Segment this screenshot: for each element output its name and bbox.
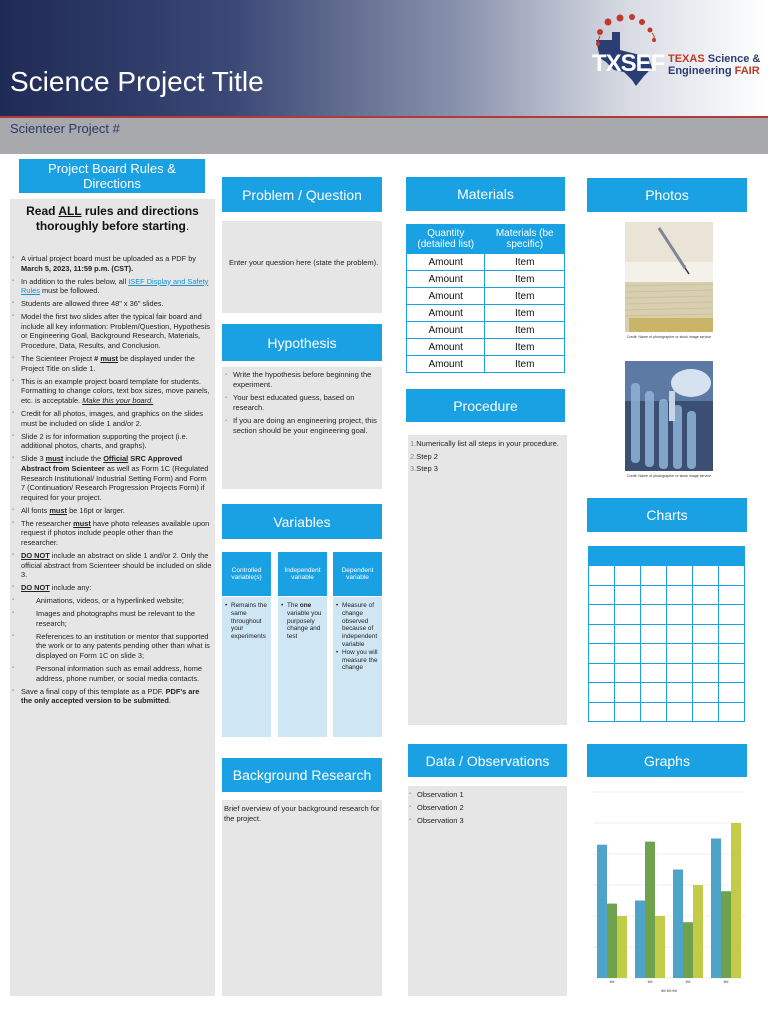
- problem-heading[interactable]: Problem / Question: [222, 177, 382, 212]
- bar-1-2[interactable]: [655, 916, 665, 978]
- table-row: [589, 644, 745, 663]
- chart-cell[interactable]: [589, 605, 615, 624]
- table-row: [589, 663, 745, 682]
- dependent-variable-heading[interactable]: Dependent variable: [333, 552, 382, 596]
- item-cell[interactable]: Item: [485, 288, 565, 305]
- observation-list[interactable]: [408, 788, 564, 827]
- lead-text-1: Read: [26, 204, 59, 218]
- bar-2-2[interactable]: [693, 885, 703, 978]
- rule-item: ▪ In addition to the rules below, all ISEF Display and Safety Rules must be followed.: [12, 277, 212, 296]
- chart-cell[interactable]: [667, 585, 693, 604]
- chart-cell[interactable]: [667, 605, 693, 624]
- chart-cell[interactable]: [693, 547, 719, 566]
- x-tick-label: ttttt: [723, 980, 729, 984]
- rule-item: ▪ Save a final copy of this template as a PDF. PDF's are the only accepted version to be submitted.: [12, 687, 212, 706]
- bar-3-0[interactable]: [711, 839, 721, 979]
- rule-item: ▪ Students are allowed three 48" x 36" slides.: [12, 299, 212, 309]
- item-cell[interactable]: Item: [485, 322, 565, 339]
- isef-rules-link[interactable]: ISEF Display and Safety Rules: [21, 276, 209, 296]
- amount-cell[interactable]: Amount: [407, 288, 485, 305]
- table-row: [407, 322, 565, 339]
- chart-cell[interactable]: [719, 547, 745, 566]
- controlled-variable-text[interactable]: [224, 602, 270, 641]
- background-heading[interactable]: Background Research: [222, 758, 382, 792]
- chart-cell[interactable]: [693, 566, 719, 585]
- chart-cell[interactable]: [641, 702, 667, 722]
- chart-cell[interactable]: [589, 644, 615, 663]
- chart-cell[interactable]: [615, 605, 641, 624]
- rule-item: ▪ This is an example project board template for students. Formatting to change colors, text box sizes, move panels, etc. is acceptable. Make this your board.: [12, 377, 212, 406]
- chart-cell[interactable]: [719, 605, 745, 624]
- chart-cell[interactable]: [641, 585, 667, 604]
- chart-cell[interactable]: [641, 566, 667, 585]
- legend-label: ttttt ttttt ttttt: [660, 989, 678, 993]
- chart-cell[interactable]: [615, 663, 641, 682]
- amount-cell[interactable]: Amount: [407, 322, 485, 339]
- chart-cell[interactable]: [615, 702, 641, 722]
- x-tick-label: ttttt: [647, 980, 653, 984]
- item-cell[interactable]: Item: [485, 339, 565, 356]
- chart-cell[interactable]: [615, 585, 641, 604]
- chart-cell[interactable]: [719, 644, 745, 663]
- bar-0-2[interactable]: [617, 916, 627, 978]
- rules-heading[interactable]: Project Board Rules & Directions: [19, 159, 205, 193]
- charts-heading[interactable]: Charts: [587, 498, 747, 532]
- amount-cell[interactable]: Amount: [407, 339, 485, 356]
- photo-credit-1: Credit: Name of photographer or stock image service: [626, 335, 712, 339]
- rule-item: ▪ The researcher must have photo releases available upon request if photos include people other than the researcher.: [12, 519, 212, 548]
- hypothesis-item: ▪ If you are doing an engineering project, this section should be your engineering goal.: [224, 416, 380, 436]
- observation-item: ▪ Observation 3: [408, 814, 564, 827]
- rule-item: ▪ Credit for all photos, images, and graphics on the slides must be included on slide 1 and/or 2.: [12, 409, 212, 428]
- chart-cell[interactable]: [719, 663, 745, 682]
- chart-cell[interactable]: [693, 605, 719, 624]
- lead-text-all: ALL: [58, 204, 82, 218]
- chart-cell[interactable]: [693, 585, 719, 604]
- table-row: [589, 605, 745, 624]
- data-heading[interactable]: Data / Observations: [408, 744, 567, 777]
- rule-item: ▪ All fonts must be 16pt or larger.: [12, 506, 212, 516]
- rule-item: ▪ The Scienteer Project # must be displayed under the Project Title on slide 1.: [12, 354, 212, 373]
- procedure-step: 3.Step 3: [410, 464, 438, 474]
- bar-3-2[interactable]: [731, 823, 741, 978]
- bar-3-1[interactable]: [721, 891, 731, 978]
- procedure-step: 2.Step 2: [410, 451, 438, 461]
- table-row: [407, 271, 565, 288]
- scienteer-project-number[interactable]: Scienteer Project #: [10, 121, 120, 136]
- rule-subitem: ▪ Images and photographs must be relevant to the research;: [12, 609, 212, 628]
- table-row: [407, 339, 565, 356]
- chart-cell[interactable]: [693, 702, 719, 722]
- hypothesis-list[interactable]: [224, 370, 380, 439]
- chart-cell[interactable]: [589, 624, 615, 643]
- table-row: [589, 547, 745, 566]
- fair-name-fair: FAIR: [734, 65, 760, 77]
- independent-variable-heading[interactable]: Independent variable: [278, 552, 327, 596]
- chart-cell[interactable]: [693, 663, 719, 682]
- page-title[interactable]: Science Project Title: [10, 66, 264, 97]
- chart-cell[interactable]: [589, 663, 615, 682]
- item-cell[interactable]: Item: [485, 356, 565, 373]
- chart-cell[interactable]: [693, 683, 719, 702]
- lead-text-3: .: [185, 219, 190, 233]
- hypothesis-heading[interactable]: Hypothesis: [222, 324, 382, 361]
- chart-cell[interactable]: [615, 624, 641, 643]
- rule-item: ▪ Slide 2 is for information supporting the project (i.e. additional photos, charts, and graphs).: [12, 432, 212, 451]
- x-tick-label: ttttt: [685, 980, 691, 984]
- chart-cell[interactable]: [615, 547, 641, 566]
- table-row: [589, 702, 745, 722]
- independent-variable-item: • The one variable you purposely change and test: [280, 602, 326, 641]
- photo-papers-pen[interactable]: [625, 222, 713, 332]
- fair-name-line1: TEXAS Science &: [668, 53, 761, 65]
- procedure-list[interactable]: [410, 438, 564, 476]
- chart-cell[interactable]: [667, 624, 693, 643]
- bar-2-0[interactable]: [673, 870, 683, 979]
- observation-item: ▪ Observation 2: [408, 801, 564, 814]
- rule-subitem: ▪ Personal information such as email address, home address, phone number, or social media contacts.: [12, 664, 212, 683]
- rules-list[interactable]: [12, 254, 212, 709]
- txsef-logo-text: TXSEF: [592, 50, 665, 77]
- table-row: [407, 356, 565, 373]
- chart-cell[interactable]: [589, 702, 615, 722]
- materials-header-row: [407, 225, 565, 254]
- problem-text[interactable]: Enter your question here (state the problem).: [229, 258, 379, 267]
- materials-heading[interactable]: Materials: [406, 177, 565, 211]
- chart-cell[interactable]: [641, 644, 667, 663]
- hypothesis-item: ▪ Your best educated guess, based on research.: [224, 393, 380, 413]
- rule-subitem: ▪ Animations, videos, or a hyperlinked website;: [12, 596, 212, 606]
- controlled-variable-heading[interactable]: Controlled variable(s): [222, 552, 271, 596]
- materials-table[interactable]: [406, 224, 565, 373]
- rule-item: ▪ DO NOT include an abstract on slide 1 and/or 2. Only the official abstract from Scienteer should be included on slide 3.: [12, 551, 212, 580]
- materials-col-materials: Materials (be specific): [485, 225, 565, 254]
- chart-cell[interactable]: [667, 683, 693, 702]
- dependent-variable-text[interactable]: [335, 602, 381, 672]
- bar-0-0[interactable]: [597, 845, 607, 978]
- rule-item: ▪ Model the first two slides after the typical fair board and include all key information: Problem/Question, Hypothesis or Engineering Goal, Background Research, Materials, Procedure, Data, Results, and Conclusion.: [12, 312, 212, 351]
- bar-0-1[interactable]: [607, 904, 617, 978]
- problem-panel: [222, 221, 382, 313]
- chart-cell[interactable]: [719, 702, 745, 722]
- chart-cell[interactable]: [589, 566, 615, 585]
- item-cell[interactable]: Item: [485, 254, 565, 271]
- bar-1-0[interactable]: [635, 901, 645, 979]
- rule-item: ▪ A virtual project board must be uploaded as a PDF by March 5, 2023, 11:59 p.m. (CST).: [12, 254, 212, 273]
- table-row: [407, 288, 565, 305]
- table-row: [589, 566, 745, 585]
- chart-cell[interactable]: [719, 585, 745, 604]
- chart-cell[interactable]: [693, 624, 719, 643]
- chart-cell[interactable]: [615, 566, 641, 585]
- observation-item: ▪ Observation 1: [408, 788, 564, 801]
- chart-cell[interactable]: [589, 585, 615, 604]
- dependent-variable-item: • Measure of change observed because of independent variable: [335, 602, 381, 649]
- chart-cell[interactable]: [719, 566, 745, 585]
- chart-cell[interactable]: [693, 644, 719, 663]
- chart-cell[interactable]: [615, 683, 641, 702]
- bar-2-1[interactable]: [683, 922, 693, 978]
- chart-cell[interactable]: [641, 663, 667, 682]
- chart-cell[interactable]: [667, 702, 693, 722]
- table-row: [407, 254, 565, 271]
- amount-cell[interactable]: Amount: [407, 356, 485, 373]
- bar-chart[interactable]: [587, 786, 747, 996]
- amount-cell[interactable]: Amount: [407, 305, 485, 322]
- graphs-heading[interactable]: Graphs: [587, 744, 747, 777]
- rule-subitem: ▪ References to an institution or mentor that supported the work or to any patents pending other than what is displayed on Form 1C on slide 3;: [12, 632, 212, 661]
- photo-test-tubes[interactable]: [625, 361, 713, 471]
- chart-cell[interactable]: [719, 624, 745, 643]
- chart-cell[interactable]: [667, 663, 693, 682]
- rule-item: ▪ Slide 3 must include the Official SRC Approved Abstract from Scienteer as well as Form 1C (Regulated Research Institutional/ Industrial Setting Form) and Form 7 (Continuation/ Research Progression Projects Form) if required for your project.: [12, 454, 212, 503]
- chart-cell[interactable]: [641, 605, 667, 624]
- chart-cell[interactable]: [615, 644, 641, 663]
- variables-heading[interactable]: Variables: [222, 504, 382, 539]
- x-tick-label: ttttt: [609, 980, 615, 984]
- chart-cell[interactable]: [641, 624, 667, 643]
- amount-cell[interactable]: Amount: [407, 254, 485, 271]
- procedure-panel: [408, 435, 567, 725]
- background-panel: [222, 800, 382, 996]
- amount-cell[interactable]: Amount: [407, 271, 485, 288]
- chart-cell[interactable]: [589, 547, 615, 566]
- rules-lead[interactable]: [16, 204, 209, 234]
- controlled-variable-item: • Remains the same throughout your experiments: [224, 602, 270, 641]
- hypothesis-item: ▪ Write the hypothesis before beginning the experiment.: [224, 370, 380, 390]
- chart-cell[interactable]: [719, 683, 745, 702]
- fair-name-texas: TEXAS: [668, 53, 705, 65]
- chart-cell[interactable]: [667, 566, 693, 585]
- photos-heading[interactable]: Photos: [587, 178, 747, 212]
- rule-item: ▪ DO NOT include any:: [12, 583, 212, 593]
- background-text[interactable]: Brief overview of your background research for the project.: [224, 804, 380, 823]
- charts-table[interactable]: [588, 546, 745, 722]
- table-row: [589, 624, 745, 643]
- item-cell[interactable]: Item: [485, 305, 565, 322]
- item-cell[interactable]: Item: [485, 271, 565, 288]
- photo-credit-2: Credit: Name of photographer or stock image service: [626, 474, 712, 478]
- lead-text-2: rules and directions thoroughly before starting: [35, 204, 199, 233]
- bar-1-1[interactable]: [645, 842, 655, 978]
- chart-cell[interactable]: [667, 644, 693, 663]
- materials-col-quantity: Quantity (detailed list): [407, 225, 485, 254]
- table-row: [589, 585, 745, 604]
- chart-cell[interactable]: [667, 547, 693, 566]
- fair-name-line2: Engineering FAIR: [668, 65, 760, 77]
- table-row: [589, 683, 745, 702]
- chart-cell[interactable]: [641, 547, 667, 566]
- procedure-heading[interactable]: Procedure: [406, 389, 565, 422]
- procedure-step: 1.Numerically list all steps in your procedure.: [410, 439, 559, 448]
- table-row: [407, 305, 565, 322]
- dependent-variable-item: • How you will measure the change: [335, 649, 381, 672]
- chart-cell[interactable]: [589, 683, 615, 702]
- independent-variable-text[interactable]: [280, 602, 326, 641]
- chart-cell[interactable]: [641, 683, 667, 702]
